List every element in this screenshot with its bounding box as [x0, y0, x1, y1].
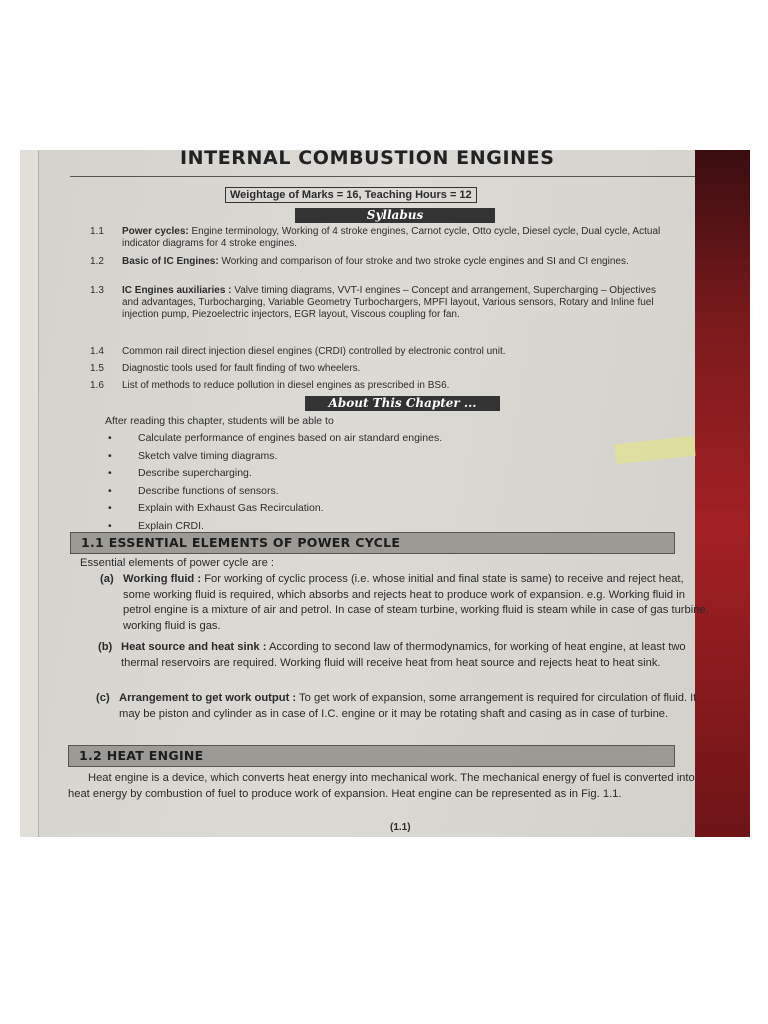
item-heading: Heat source and heat sink :: [121, 641, 267, 653]
list-item: [108, 502, 442, 520]
item-heading: Working fluid :: [123, 573, 202, 585]
item-label: (b): [98, 641, 113, 653]
item-text: According to second law of thermodynamics, for working of heat engine, at least two thermal reservoirs are required. Working fluid will receive heat from heat source and rejects heat to heat sink.: [121, 641, 686, 669]
objective-text: Explain with Exhaust Gas Recirculation.: [138, 502, 324, 515]
objective-text: Explain CRDI.: [138, 519, 204, 532]
section-intro: Essential elements of power cycle are :: [80, 557, 275, 569]
syllabus-heading: Basic of IC Engines:: [122, 256, 219, 267]
list-item: [108, 485, 442, 503]
bullet-dot: •: [108, 519, 112, 532]
bullet-dot: •: [108, 484, 112, 497]
syllabus-heading: Power cycles:: [122, 226, 189, 237]
syllabus-number: 1.5: [90, 363, 104, 374]
bullet-dot: •: [108, 502, 112, 515]
page-left-strip: [20, 150, 39, 837]
about-chapter-banner: About This Chapter ...: [305, 396, 500, 411]
syllabus-text: Engine terminology, Working of 4 stroke engines, Carnot cycle, Otto cycle, Diesel cycle, Dual cycle, Actual indicator diagrams for 4 stroke engines.: [122, 226, 661, 249]
syllabus-number: 1.3: [90, 285, 104, 296]
item-heading: Arrangement to get work output :: [119, 692, 297, 704]
syllabus-banner: Syllabus: [295, 208, 495, 223]
item-text: For working of cyclic process (i.e. whose initial and final state is same) to receive and reject heat, some working fluid is required, which absorbs and rejects heat to produce work of expansion. e.g. Working fluid in petrol engine is a mixture of air and petrol. In case of steam turbine, working fluid is steam while in case of gas turbine, working fluid is gas.: [123, 573, 709, 632]
page-number: (1.1): [390, 822, 411, 833]
objective-text: Describe functions of sensors.: [138, 484, 279, 497]
weightage-box: Weightage of Marks = 16, Teaching Hours = 12: [225, 187, 477, 203]
item-label: (a): [100, 573, 114, 585]
syllabus-number: 1.4: [90, 346, 104, 357]
syllabus-number: 1.6: [90, 380, 104, 391]
section-heading-power-cycle: 1.1 ESSENTIAL ELEMENTS OF POWER CYCLE: [70, 532, 675, 554]
about-intro: After reading this chapter, students will be able to: [105, 415, 334, 427]
list-item: [108, 432, 442, 450]
syllabus-text: List of methods to reduce pollution in diesel engines as prescribed in BS6.: [122, 380, 450, 391]
item-text: To get work of expansion, some arrangement is required for circulation of fluid. It may be piston and cylinder as in case of I.C. engine or it may be rotating shaft and casing as in case of turbine.: [119, 692, 697, 720]
chapter-title: INTERNAL COMBUSTION ENGINES: [180, 150, 555, 169]
heat-engine-paragraph: Heat engine is a device, which converts heat energy into mechanical work. The mechanical energy of fuel is converted into heat energy by combustion of fuel to produce work of expansion. Heat engine can be represented as in Fig. 1.1.: [68, 772, 695, 800]
objectives-list: [108, 432, 442, 538]
bullet-dot: •: [108, 432, 112, 444]
objective-text: Sketch valve timing diagrams.: [138, 449, 278, 462]
page-photo: [20, 150, 750, 837]
syllabus-number: 1.2: [90, 256, 104, 267]
item-label: (c): [96, 692, 110, 704]
objective-text: Describe supercharging.: [138, 467, 252, 480]
red-fabric-edge: [695, 150, 750, 837]
list-item: [108, 467, 442, 485]
bullet-dot: •: [108, 467, 112, 480]
book-page: [40, 150, 709, 837]
section-heading-heat-engine: 1.2 HEAT ENGINE: [68, 745, 675, 767]
syllabus-heading: IC Engines auxiliaries :: [122, 285, 232, 296]
bullet-dot: •: [108, 449, 112, 462]
title-rule: [70, 176, 695, 177]
syllabus-text: Common rail direct injection diesel engines (CRDI) controlled by electronic control unit.: [122, 346, 506, 357]
objective-text: Calculate performance of engines based on air standard engines.: [138, 432, 443, 444]
syllabus-text: Working and comparison of four stroke and two stroke cycle engines and SI and CI engines.: [218, 256, 629, 267]
syllabus-number: 1.1: [90, 226, 104, 237]
list-item: [108, 450, 442, 468]
highlighter-mark: [614, 436, 696, 464]
syllabus-text: Diagnostic tools used for fault finding of two wheelers.: [122, 363, 361, 374]
syllabus-text: Valve timing diagrams, VVT-I engines – Concept and arrangement, Supercharging – Objectives and advantages, Turbocharging, Variable Geometry Turbochargers, MPFI layout, Various sensors, Rotary and Inline fuel injection pump, Piezoelectric injectors, EGR layout, Viscous coupling for fan.: [122, 285, 656, 320]
